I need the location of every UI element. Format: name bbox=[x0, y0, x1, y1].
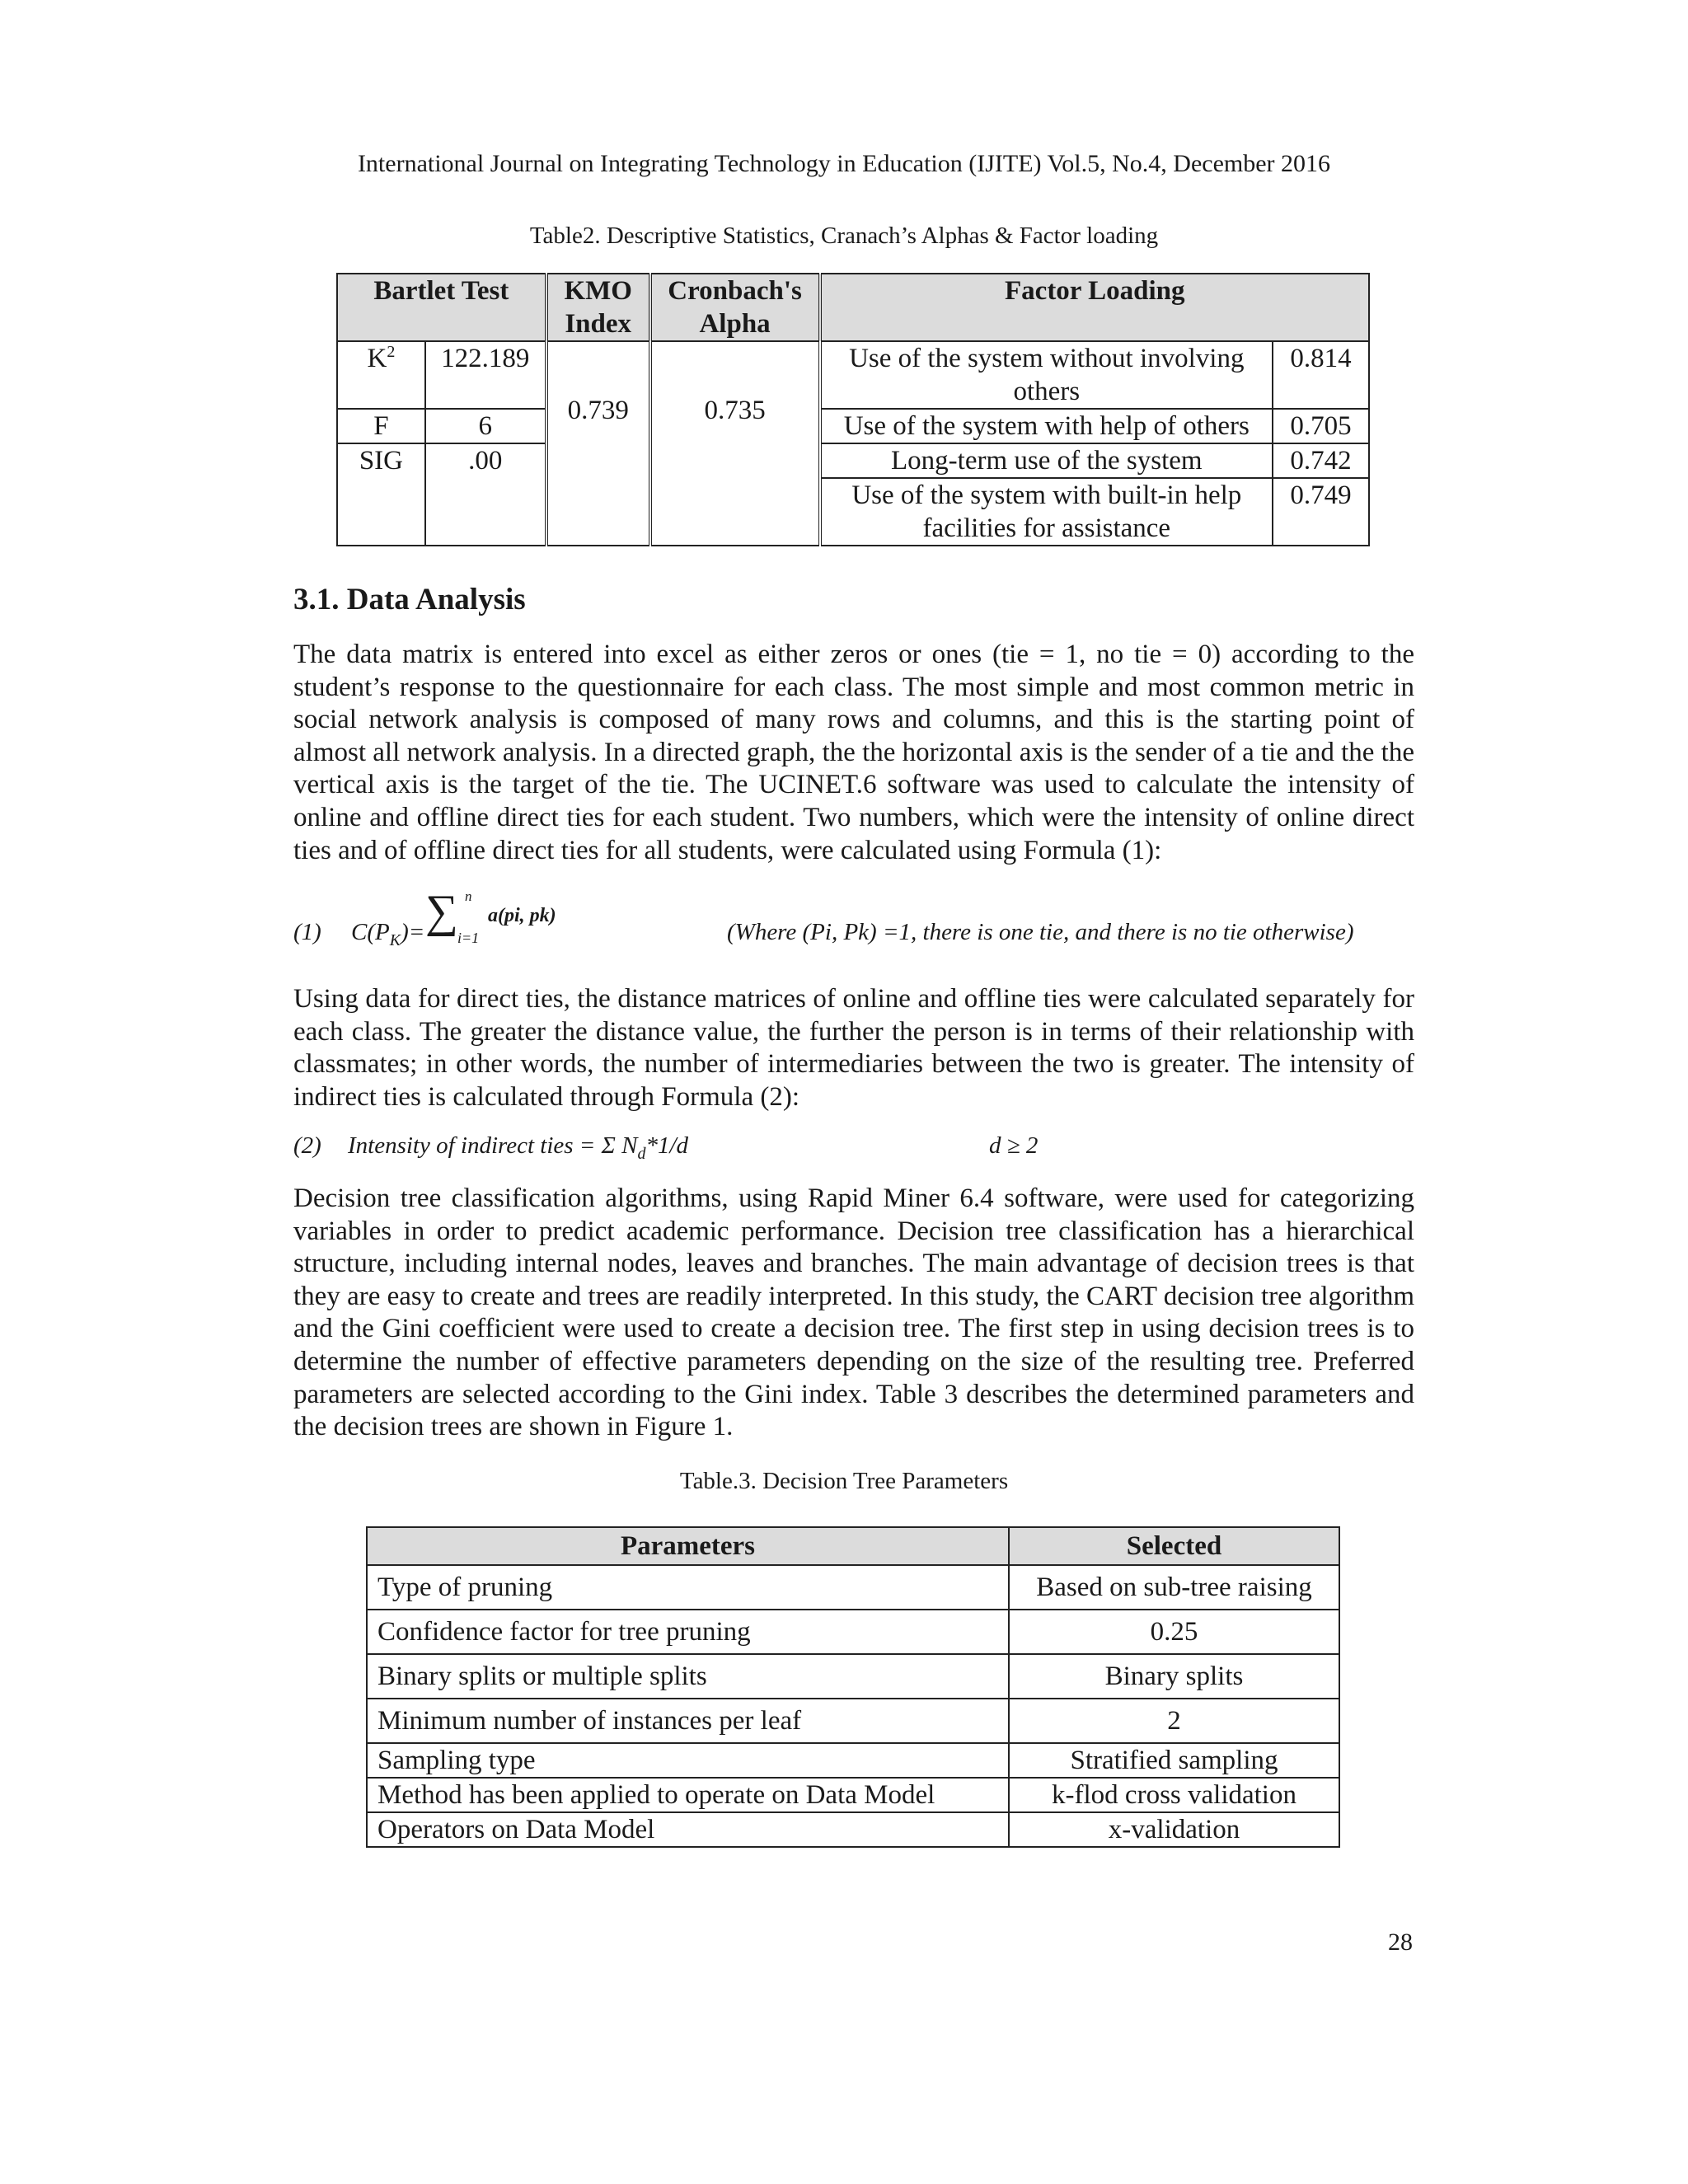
paragraph-decision-tree: Decision tree classification algorithms, using Rapid Miner 6.4 software, were used for categorizing variables in order to predict academic performance. Decision tree classification has a hierarchical structure, including internal nodes, leaves and branches. The main advantage of decision trees is that they are easy to create and trees are readily interpreted. In this study, the CART decision tree algorithm and the Gini coefficient were used to create a decision tree. The first step in using decision trees is to determine the number of effective parameters depending on the size of the resulting tree. Preferred parameters are selected according to the Gini index. Table 3 describes the determined parameters and the decision trees are shown in Figure 1. bbox=[293, 1183, 1414, 1442]
factor-item: Long-term use of the system bbox=[820, 443, 1273, 478]
table3-decision-tree-parameters bbox=[366, 1526, 1340, 1848]
bartlett-value-sig: .00 bbox=[425, 443, 546, 546]
bartlett-value-f: 6 bbox=[425, 409, 546, 443]
parameter-name: Confidence factor for tree pruning bbox=[367, 1610, 1009, 1654]
header-bartlett: Bartlet Test bbox=[337, 274, 546, 341]
parameter-name: Sampling type bbox=[367, 1743, 1009, 1778]
journal-header: International Journal on Integrating Technology in Education (IJITE) Vol.5, No.4, December 2016 bbox=[357, 150, 1331, 177]
bartlett-label-k2: $K^2$ bbox=[337, 341, 425, 409]
header-parameters: Parameters bbox=[367, 1527, 1009, 1565]
page-number: 28 bbox=[1388, 1929, 1413, 1956]
parameter-name: Minimum number of instances per leaf bbox=[367, 1699, 1009, 1743]
table-row bbox=[367, 1565, 1339, 1610]
formula-2-condition: d ≥ 2 bbox=[989, 1132, 1039, 1159]
header-factor-loading: Factor Loading bbox=[820, 274, 1369, 341]
header-cronbach: Cronbach's Alpha bbox=[650, 274, 820, 341]
table-row bbox=[367, 1610, 1339, 1654]
cronbach-value: 0.735 bbox=[650, 341, 820, 546]
table-row bbox=[367, 1812, 1339, 1847]
paragraph-distance-matrices: Using data for direct ties, the distance matrices of online and offline ties were calculated separately for each class. The greater the distance value, the further the person is in terms of their relationship with classmates; in other words, the number of intermediaries between the two is greater. The intensity of indirect ties is calculated through Formula (2): bbox=[293, 984, 1414, 1112]
bartlett-label-f: F bbox=[337, 409, 425, 443]
formula-1-note: (Where (Pi, Pk) =1, there is one tie, and there is no tie otherwise) bbox=[727, 919, 1354, 945]
parameter-name: Binary splits or multiple splits bbox=[367, 1654, 1009, 1699]
parameter-value: 0.25 bbox=[1009, 1610, 1339, 1654]
table2-caption: Table2. Descriptive Statistics, Cranach’s Alphas & Factor loading bbox=[529, 223, 1159, 249]
header-selected: Selected bbox=[1009, 1527, 1339, 1565]
factor-item: Use of the system without involving others bbox=[820, 341, 1273, 409]
parameter-value: Stratified sampling bbox=[1009, 1743, 1339, 1778]
parameter-value: Based on sub-tree raising bbox=[1009, 1565, 1339, 1610]
sum-upper-limit: n bbox=[465, 888, 472, 904]
table-row bbox=[367, 1743, 1339, 1778]
parameter-name: Operators on Data Model bbox=[367, 1812, 1009, 1847]
parameter-value: x-validation bbox=[1009, 1812, 1339, 1847]
parameter-name: Method has been applied to operate on Data Model bbox=[367, 1778, 1009, 1812]
sum-term: a(pi, pk) bbox=[488, 905, 556, 926]
factor-loading-value: 0.749 bbox=[1273, 478, 1369, 546]
section-title: 3.1. Data Analysis bbox=[293, 583, 526, 616]
table3-caption: Table.3. Decision Tree Parameters bbox=[679, 1468, 1009, 1494]
formula-2-expression: Intensity of indirect ties = Σ $N_d*1/d$ bbox=[348, 1132, 689, 1163]
factor-loading-value: 0.742 bbox=[1273, 443, 1369, 478]
factor-loading-value: 0.814 bbox=[1273, 341, 1369, 409]
formula-1-lhs: $C(P_K)=$ bbox=[351, 919, 425, 949]
bartlett-label-sig: SIG bbox=[337, 443, 425, 546]
formula-2-number: (2) bbox=[293, 1132, 321, 1159]
parameter-value: k-flod cross validation bbox=[1009, 1778, 1339, 1812]
table-row bbox=[367, 1778, 1339, 1812]
bartlett-value-k2: 122.189 bbox=[425, 341, 546, 409]
factor-item: Use of the system with help of others bbox=[820, 409, 1273, 443]
paragraph-data-matrix: The data matrix is entered into excel as either zeros or ones (tie = 1, no tie = 0) according to the student’s response to the questionnaire for each class. The most simple and most common metric in social network analysis is composed of many rows and columns, and this is the starting point of almost all network analysis. In a directed graph, the the horizontal axis is the sender of a tie and the the vertical axis is the target of the tie. The UCINET.6 software was used to calculate the intensity of online and offline direct ties for each student. Two numbers, which were the intensity of online direct ties and of offline direct ties for all students, were calculated using Formula (1): bbox=[293, 640, 1414, 865]
parameter-name: Type of pruning bbox=[367, 1565, 1009, 1610]
table2-descriptive-statistics bbox=[336, 273, 1370, 546]
parameter-value: Binary splits bbox=[1009, 1654, 1339, 1699]
table-row bbox=[367, 1699, 1339, 1743]
formula-1-number: (1) bbox=[293, 919, 321, 945]
summation-icon: ∑ bbox=[425, 886, 458, 937]
factor-loading-value: 0.705 bbox=[1273, 409, 1369, 443]
kmo-value: 0.739 bbox=[546, 341, 650, 546]
factor-item: Use of the system with built-in help facilities for assistance bbox=[820, 478, 1273, 546]
parameter-value: 2 bbox=[1009, 1699, 1339, 1743]
table-row bbox=[367, 1654, 1339, 1699]
header-kmo: KMO Index bbox=[546, 274, 650, 341]
sum-lower-limit: i=1 bbox=[457, 930, 480, 946]
